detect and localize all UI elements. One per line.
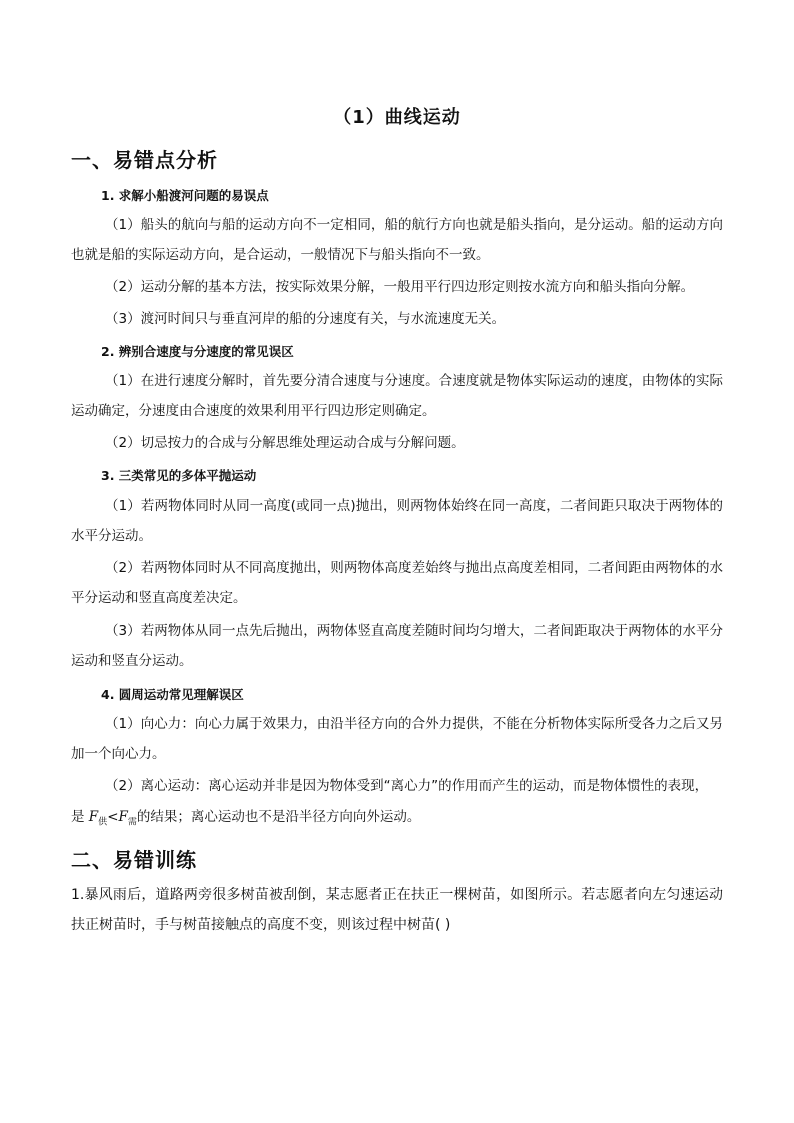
force-need-symbol: F <box>118 809 128 825</box>
topic-3-paragraph-1: （1）若两物体同时从同一高度(或同一点)抛出，则两物体始终在同一高度，二者间距只取决于两物体的水平分运动。 <box>71 498 723 544</box>
topic-heading-4: 4. 圆周运动常见理解误区 <box>101 687 244 702</box>
topic-1-paragraph-2: （2）运动分解的基本方法，按实际效果分解，一般用平行四边形定则按水流方向和船头指向分解。 <box>105 279 695 295</box>
topic-3-paragraph-3: （3）若两物体从同一点先后抛出，两物体竖直高度差随时间均匀增大，二者间距取决于两物体的水平分运动和竖直分运动。 <box>71 623 723 669</box>
topic-4-formula-line <box>71 802 723 838</box>
topic-heading-3: 3. 三类常见的多体平抛运动 <box>101 468 257 483</box>
formula-suffix: 的结果；离心运动也不是沿半径方向向外运动。 <box>136 809 421 825</box>
section-heading-training: 二、易错训练 <box>71 848 197 872</box>
topic-2-paragraph-1: （1）在进行速度分解时，首先要分清合速度与分速度。合速度就是物体实际运动的速度，由物体的实际运动确定，分速度由合速度的效果利用平行四边形定则确定。 <box>71 373 723 419</box>
document-title: （1）曲线运动 <box>333 107 461 128</box>
topic-3-paragraph-2: （2）若两物体同时从不同高度抛出，则两物体高度差始终与抛出点高度差相同，二者间距由两物体的水平分运动和竖直高度差决定。 <box>71 560 723 606</box>
force-supply-subscript: 供 <box>98 817 108 828</box>
topic-4-paragraph-2: （2）离心运动：离心运动并非是因为物体受到“离心力”的作用而产生的运动，而是物体惯性的表现， <box>105 778 709 794</box>
topic-4-paragraph-1: （1）向心力：向心力属于效果力，由沿半径方向的合外力提供，不能在分析物体实际所受各力之后又另加一个向心力。 <box>71 716 723 762</box>
topic-1-paragraph-3: （3）渡河时间只与垂直河岸的船的分速度有关，与水流速度无关。 <box>105 311 506 327</box>
topic-heading-1: 1. 求解小船渡河问题的易误点 <box>101 188 269 203</box>
formula-prefix: 是 <box>71 809 89 825</box>
less-than-operator: < <box>107 809 119 825</box>
question-1: 1.暴风雨后，道路两旁很多树苗被刮倒，某志愿者正在扶正一棵树苗，如图所示。若志愿者向左匀速运动扶正树苗时，手与树苗接触点的高度不变，则该过程中树苗( ) <box>71 887 723 933</box>
topic-2-paragraph-2: （2）切忌按力的合成与分解思维处理运动合成与分解问题。 <box>105 435 465 451</box>
force-need-subscript: 需 <box>127 817 137 828</box>
force-supply-symbol: F <box>88 809 99 825</box>
section-heading-analysis: 一、易错点分析 <box>71 148 218 172</box>
topic-1-paragraph-1: （1）船头的航向与船的运动方向不一定相同，船的航行方向也就是船头指向，是分运动。船的运动方向也就是船的实际运动方向，是合运动，一般情况下与船头指向不一致。 <box>71 217 723 263</box>
topic-heading-2: 2. 辨别合速度与分速度的常见误区 <box>101 344 294 359</box>
